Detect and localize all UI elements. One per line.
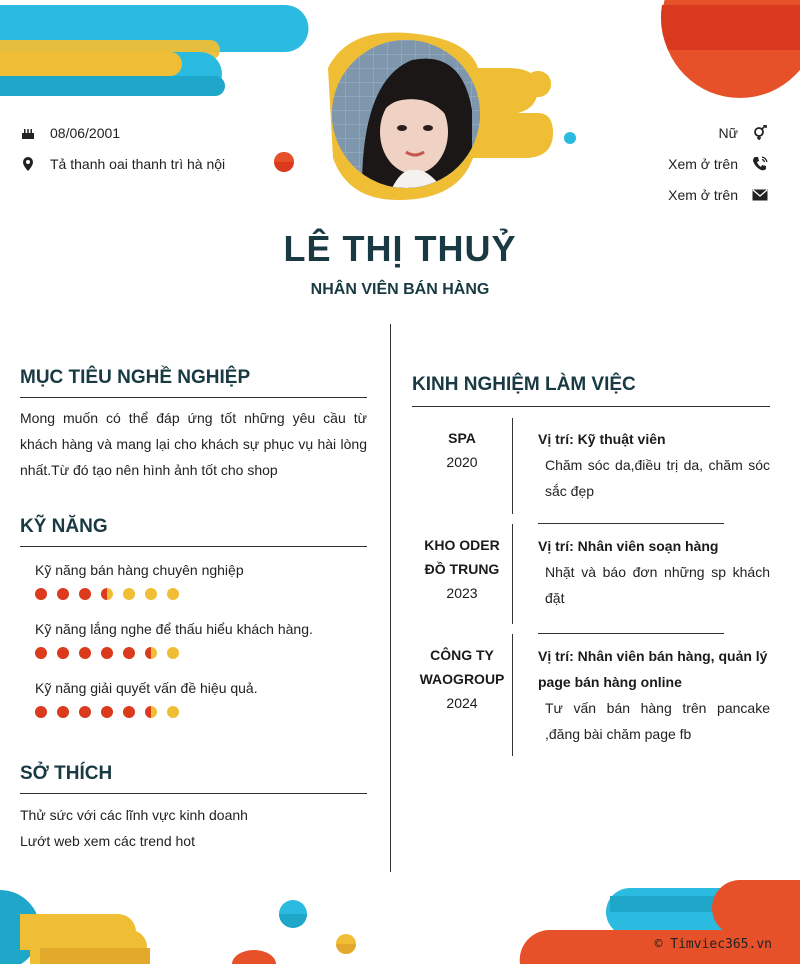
exp-separator — [538, 523, 724, 524]
skill-rating — [35, 588, 179, 600]
phone-row — [668, 156, 768, 172]
rating-dot — [57, 706, 69, 718]
skills-underline — [20, 546, 367, 547]
cake-icon — [20, 125, 36, 141]
skill-rating — [35, 647, 179, 659]
exp-company: CÔNG TY WAOGROUP — [419, 647, 505, 687]
rating-dot — [167, 647, 179, 659]
exp-role: Vị trí: Nhân viên bán hàng, quản lý page bán hàng online — [538, 648, 768, 690]
exp-year: 2024 — [446, 695, 478, 711]
column-divider — [390, 324, 391, 872]
exp-year: 2020 — [446, 454, 478, 470]
rating-dot — [123, 647, 135, 659]
exp-role: Vị trí: Nhân viên soạn hàng — [538, 538, 719, 554]
footer-brand[interactable]: © Timviec365.vn — [654, 937, 772, 952]
exp-description: Tư vấn bán hàng trên pancake ,đăng bài chăm page fb — [545, 700, 770, 742]
hobbies-title: SỞ THÍCH — [20, 763, 113, 784]
exp-description: Chăm sóc da,điều trị da, chăm sóc sắc đẹp — [545, 457, 770, 499]
exp-timeline-line — [512, 634, 513, 756]
envelope-icon — [752, 187, 768, 203]
hobby-item: Lướt web xem các trend hot — [20, 833, 195, 849]
rating-dot — [35, 588, 47, 600]
exp-separator — [538, 633, 724, 634]
exp-role: Vị trí: Kỹ thuật viên — [538, 431, 666, 447]
address-text: Tả thanh oai thanh trì hà nội — [50, 156, 226, 172]
gender-icon — [752, 125, 768, 141]
address-row — [20, 156, 225, 172]
rating-dot — [123, 588, 135, 600]
skill-name: Kỹ năng bán hàng chuyên nghiệp — [35, 562, 244, 578]
rating-dot — [101, 588, 113, 600]
rating-dot — [101, 647, 113, 659]
avatar — [332, 40, 480, 188]
rating-dot — [145, 647, 157, 659]
skill-rating — [35, 706, 179, 718]
job-position: NHÂN VIÊN BÁN HÀNG — [310, 281, 490, 298]
rating-dot — [79, 588, 91, 600]
bottom-left-decoration — [0, 870, 380, 964]
objective-text: Mong muốn có thể đáp ứng tốt những yêu cầu từ khách hàng và mang lại cho khách sự phục vụ hài lòng nhất.Từ đó tạo nên hình ảnh tốt cho shop — [20, 410, 367, 478]
rating-dot — [57, 647, 69, 659]
hobby-item: Thử sức với các lĩnh vực kinh doanh — [20, 807, 248, 823]
exp-timeline-line — [512, 418, 513, 514]
phone-text: Xem ở trên — [668, 156, 738, 172]
email-text: Xem ở trên — [668, 187, 738, 203]
rating-dot — [35, 706, 47, 718]
exp-description: Nhặt và báo đơn những sp khách đặt — [545, 564, 770, 606]
rating-dot — [145, 706, 157, 718]
exp-company: SPA — [448, 430, 476, 446]
gender-text: Nữ — [718, 125, 738, 141]
rating-dot — [145, 588, 157, 600]
phone-icon — [752, 156, 768, 172]
rating-dot — [79, 647, 91, 659]
exp-timeline-line — [512, 524, 513, 624]
rating-dot — [167, 706, 179, 718]
rating-dot — [167, 588, 179, 600]
rating-dot — [57, 588, 69, 600]
top-right-decoration — [660, 0, 800, 110]
exp-year: 2023 — [446, 585, 478, 601]
experience-title: KINH NGHIỆM LÀM VIỆC — [412, 374, 636, 395]
hobbies-underline — [20, 793, 367, 794]
experience-underline — [412, 406, 770, 407]
rating-dot — [123, 706, 135, 718]
objective-underline — [20, 397, 367, 398]
rating-dot — [101, 706, 113, 718]
birthday-text: 08/06/2001 — [50, 125, 121, 141]
location-pin-icon — [20, 156, 36, 172]
birthday-row — [20, 125, 120, 141]
gender-row — [719, 125, 768, 141]
objective-title: MỤC TIÊU NGHỀ NGHIỆP — [20, 367, 251, 388]
exp-company: KHO ODER ĐỒ TRUNG — [424, 537, 500, 577]
full-name: LÊ THỊ THUỶ — [283, 228, 517, 269]
skill-name: Kỹ năng lắng nghe để thấu hiểu khách hàng. — [35, 621, 313, 637]
rating-dot — [79, 706, 91, 718]
skill-name: Kỹ năng giải quyết vấn đề hiệu quả. — [35, 680, 258, 696]
skills-title: KỸ NĂNG — [20, 516, 108, 537]
rating-dot — [35, 647, 47, 659]
email-row — [668, 187, 768, 203]
